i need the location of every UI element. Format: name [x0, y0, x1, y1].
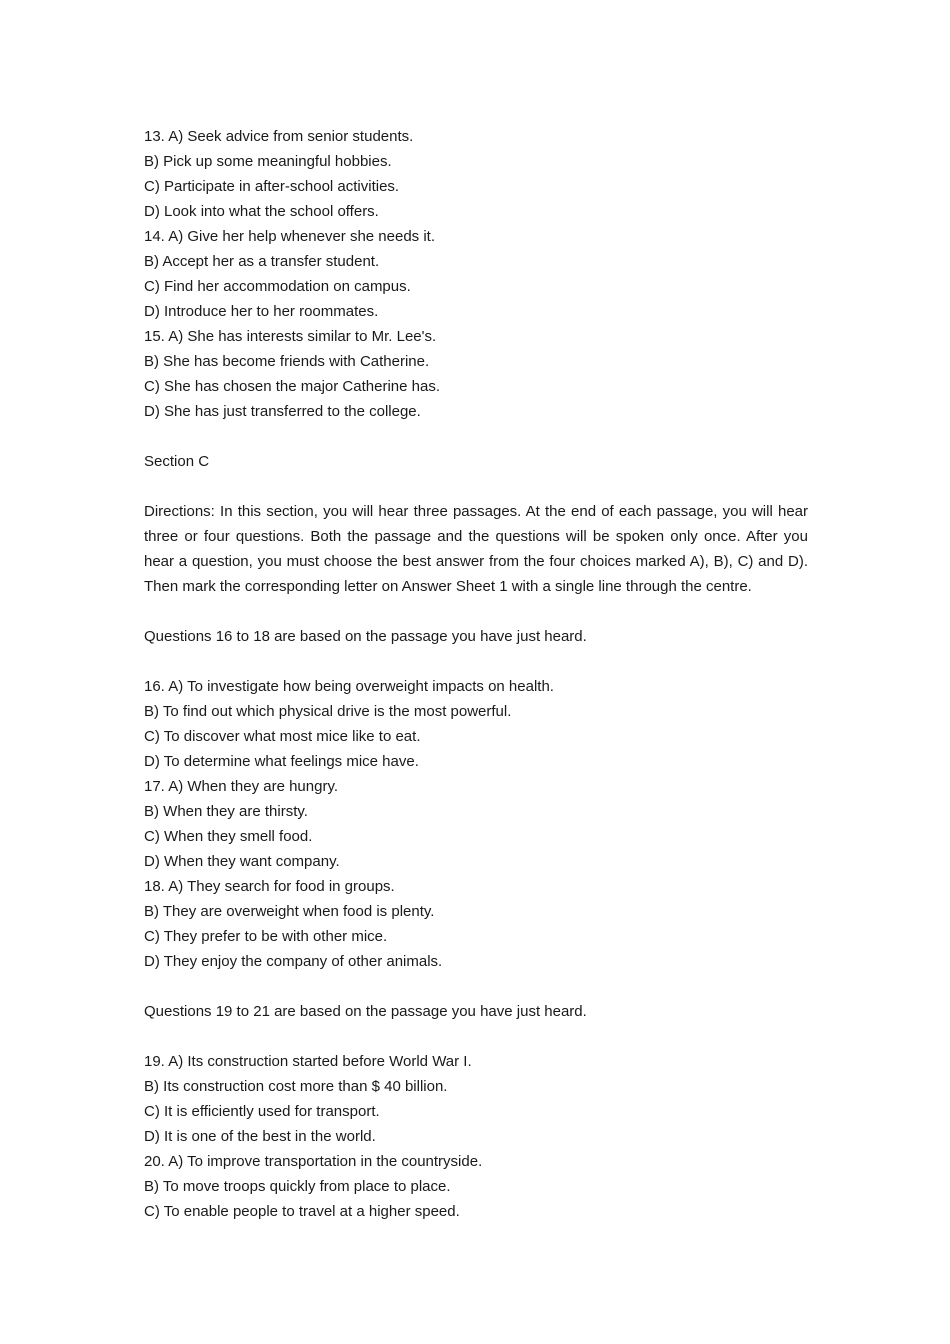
option-line: C) When they smell food.	[144, 828, 313, 845]
passage-intro: Questions 16 to 18 are based on the passage you have just heard.	[144, 628, 587, 645]
option-line: C) Find her accommodation on campus.	[144, 278, 411, 295]
option-line: B) To find out which physical drive is the most powerful.	[144, 703, 512, 720]
option-line: 17. A) When they are hungry.	[144, 778, 338, 795]
option-line: D) She has just transferred to the college.	[144, 403, 421, 420]
option-line: C) She has chosen the major Catherine has.	[144, 378, 440, 395]
option-line: D) They enjoy the company of other animals.	[144, 953, 443, 970]
option-line: B) They are overweight when food is plenty.	[144, 903, 435, 920]
spacer	[144, 1024, 808, 1049]
option-line: D) Look into what the school offers.	[144, 203, 379, 220]
option-line: 15. A) She has interests similar to Mr. Lee's.	[144, 328, 437, 345]
option-line: C) To enable people to travel at a higher speed.	[144, 1203, 460, 1220]
option-line: B) She has become friends with Catherine.	[144, 353, 430, 370]
spacer	[144, 974, 808, 999]
option-line: B) Accept her as a transfer student.	[144, 253, 380, 270]
option-line: 14. A) Give her help whenever she needs it.	[144, 228, 436, 245]
directions-paragraph: Directions: In this section, you will hear three passages. At the end of each passage, you will hear three or four questions. Both the passage and the questions will be spoken only once. After you hear a question, you must choose the best answer from the four choices marked A), B), C) and D). Then mark the corresponding letter on Answer Sheet 1 with a single line through the centre.	[144, 503, 808, 595]
option-line: 13. A) Seek advice from senior students.	[144, 128, 414, 145]
spacer	[144, 424, 808, 449]
question-block-19-20	[144, 1049, 808, 1224]
option-line: B) Its construction cost more than $ 40 billion.	[144, 1078, 448, 1095]
question-block-13-15	[144, 124, 808, 424]
option-line: 20. A) To improve transportation in the countryside.	[144, 1153, 483, 1170]
option-line: D) Introduce her to her roommates.	[144, 303, 379, 320]
spacer	[144, 474, 808, 499]
spacer	[144, 599, 808, 624]
option-line: 19. A) Its construction started before World War I.	[144, 1053, 472, 1070]
option-line: 18. A) They search for food in groups.	[144, 878, 395, 895]
option-line: D) To determine what feelings mice have.	[144, 753, 419, 770]
option-line: C) It is efficiently used for transport.	[144, 1103, 380, 1120]
option-line: B) When they are thirsty.	[144, 803, 308, 820]
option-line: B) To move troops quickly from place to place.	[144, 1178, 451, 1195]
option-line: C) They prefer to be with other mice.	[144, 928, 388, 945]
spacer	[144, 649, 808, 674]
question-block-16-18	[144, 674, 808, 974]
option-line: D) It is one of the best in the world.	[144, 1128, 376, 1145]
option-line: B) Pick up some meaningful hobbies.	[144, 153, 392, 170]
section-heading: Section C	[144, 453, 210, 470]
option-line: D) When they want company.	[144, 853, 340, 870]
option-line: 16. A) To investigate how being overweight impacts on health.	[144, 678, 554, 695]
passage-intro: Questions 19 to 21 are based on the passage you have just heard.	[144, 1003, 587, 1020]
document-page	[144, 124, 808, 1224]
option-line: C) Participate in after-school activities.	[144, 178, 400, 195]
option-line: C) To discover what most mice like to eat.	[144, 728, 421, 745]
